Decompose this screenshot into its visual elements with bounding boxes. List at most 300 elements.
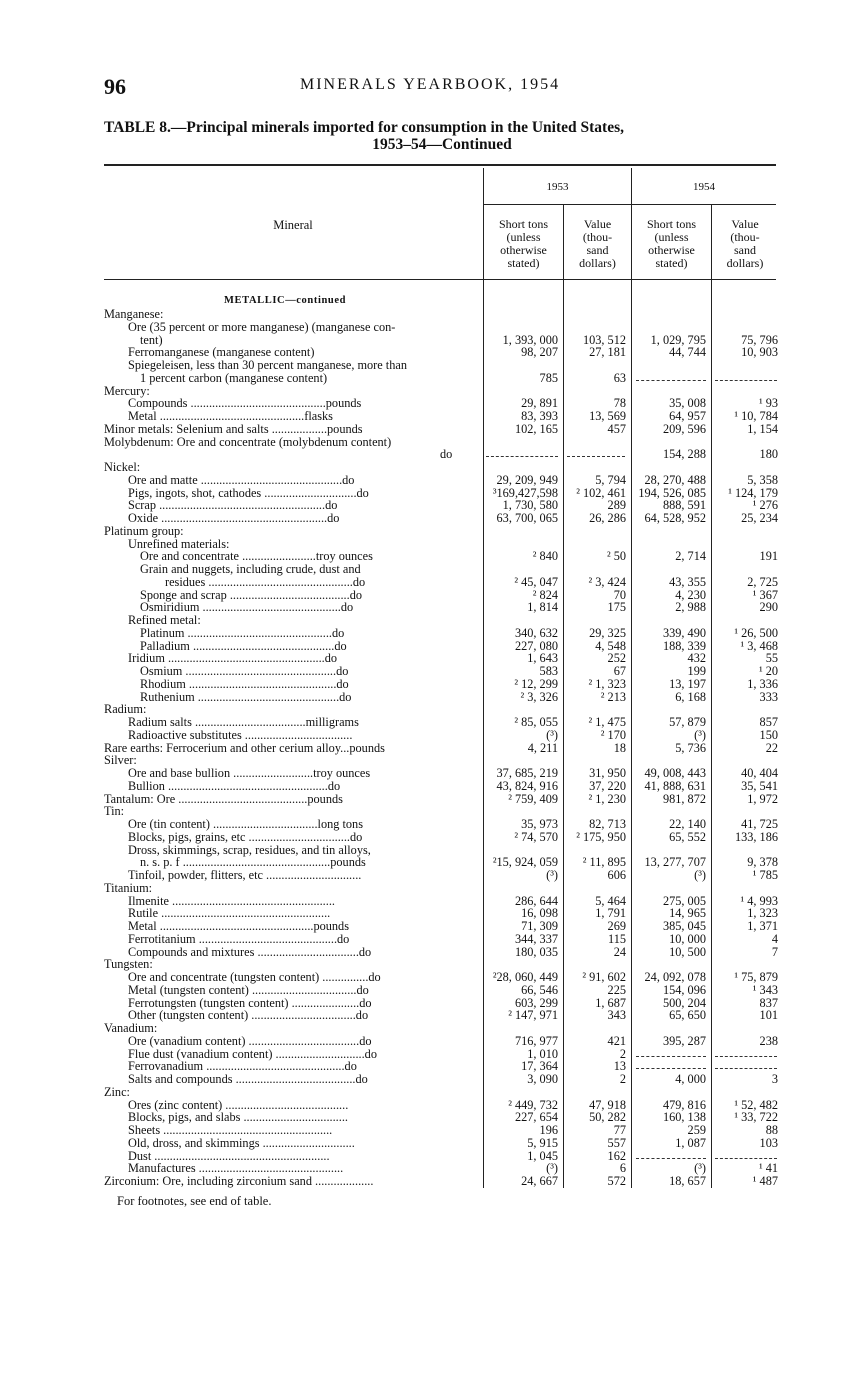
cell-value: 857 [759,715,778,729]
row-label: Ore and matte ..............................................do [128,473,355,487]
cell-value: ² 840 [532,549,558,564]
year-1953-header: 1953 [546,181,569,193]
table-row [0,1137,864,1150]
cell-value: 9, 378 [747,855,778,870]
cell-value: 10, 903 [741,345,778,360]
cell-value: 1, 814 [527,600,558,615]
cell-value: 199 [687,664,706,678]
empty-cell-dash [715,1068,777,1069]
cell-value: 115 [608,931,626,946]
table-row [0,372,864,385]
row-label: Radioactive substitutes ................................... [128,728,353,742]
row-label: Compounds ............................................pounds [128,397,362,411]
cell-value: 888, 591 [662,498,706,513]
row-label: Tantalum: Ore ..........................................pounds [104,792,343,806]
table-row [0,334,864,347]
cell-value: 340, 632 [514,625,558,640]
row-label: Other (tungsten content) ..................................do [128,1009,369,1023]
cell-value: 13, 277, 707 [644,855,706,870]
row-label: Mercury: [104,384,150,398]
cell-value: (³) [694,727,706,742]
running-title: MINERALS YEARBOOK, 1954 [300,76,561,93]
cell-value: 432 [687,651,706,666]
cell-value: ¹ 93 [758,396,778,411]
cell-value: 4, 000 [675,1072,706,1086]
cell-value: 180, 035 [514,944,558,959]
table-row [0,920,864,933]
cell-value: ¹ 75, 879 [734,970,778,984]
cell-value: (³) [546,727,558,742]
row-label: Old, dross, and skimmings .............................. [128,1136,355,1150]
cell-value: 606 [607,868,626,882]
cell-value: 188, 339 [662,638,706,653]
cell-value: 83, 393 [521,409,558,423]
table-row [0,869,864,882]
row-label: residues ...............................................do [165,575,366,589]
cell-value: 24 [613,944,626,959]
empty-cell-dash [567,456,625,457]
cell-value: 2 [619,1046,626,1061]
row-label: Manufactures ............................................... [128,1162,344,1176]
cell-value: 225 [607,982,626,997]
table-row [0,907,864,920]
cell-value: ² 213 [600,689,626,704]
cell-value: 344, 337 [514,931,558,946]
row-label: Iridium ...................................................do [128,652,338,666]
cell-value: 557 [607,1135,626,1150]
cell-value: (³) [694,868,706,882]
row-label: Rutile ....................................................... [128,907,331,921]
cell-value: 82, 713 [589,817,626,831]
row-label: Dross, skimmings, scrap, residues, and tin alloys, [128,843,371,857]
table-row [0,946,864,959]
cell-value: ¹ 52, 482 [734,1097,778,1112]
cell-value: ² 3, 424 [588,574,626,589]
table-row [0,767,864,780]
cell-value: 103, 512 [582,332,626,347]
cell-value: ¹ 785 [752,868,778,882]
cell-value: 67 [613,664,626,678]
table-row [0,729,864,742]
table-row [0,1073,864,1086]
cell-value: 103 [759,1135,778,1150]
row-label: Blocks, pigs, and slabs .................................. [128,1111,348,1125]
table-row [0,691,864,704]
row-label: Ore and base bullion ..........................troy ounces [128,767,371,780]
cell-value: ¹ 20 [758,664,778,678]
row-label: Zinc: [104,1085,130,1099]
header-line: otherwise [500,243,547,257]
cell-value: 1, 336 [747,676,778,691]
cell-value: ² 449, 732 [508,1097,558,1112]
cell-value: 70 [613,587,626,602]
cell-value: 6 [619,1161,626,1176]
cell-value: 716, 977 [514,1033,558,1048]
cell-value: ¹ 276 [752,498,778,513]
row-label: Tinfoil, powder, flitters, etc ............................... [128,869,362,882]
cell-value: 175 [607,600,626,615]
empty-cell-dash [715,380,777,381]
cell-value: ¹ 487 [752,1174,778,1188]
table-row [0,831,864,844]
cell-value: 194, 526, 085 [638,485,706,500]
cell-value: 837 [759,995,778,1010]
table-row [0,805,864,818]
cell-value: ¹ 4, 993 [740,893,778,908]
cell-value: 71, 309 [521,919,558,933]
cell-value: 421 [607,1033,626,1048]
header-line: Short tons [498,217,548,231]
cell-value: 22 [765,740,778,755]
cell-value: ² 102, 461 [576,485,626,500]
cell-value: ² 85, 055 [514,715,558,729]
table-row [0,882,864,895]
row-label: n. s. p. f ................................................pounds [140,856,366,870]
cell-value: 1, 643 [527,651,558,666]
table-row [0,933,864,946]
header-line: (thou- [582,230,613,244]
caption-line-1: TABLE 8.—Principal minerals imported for consumption in the United States, [104,119,624,136]
row-label: Ilmenite ..................................................... [128,894,335,908]
table-row [0,601,864,614]
table-row [0,844,864,857]
table-row [0,359,864,372]
cell-value: ²28, 060, 449 [492,970,558,984]
mineral-column-header: Mineral [273,218,313,232]
cell-value: 583 [539,664,558,678]
cell-value: ² 1, 323 [588,676,626,691]
row-label: Radium: [104,703,147,717]
table-row [0,1150,864,1163]
row-label: Tungsten: [104,958,153,972]
cell-value: 1, 154 [747,421,778,436]
table-row [0,1060,864,1073]
table-row [0,436,864,449]
cell-value: 29, 891 [521,396,558,411]
table-row [0,780,864,793]
header-line: sand [734,243,756,257]
footnote: For footnotes, see end of table. [117,1194,272,1208]
row-label: Osmium .................................................do [140,665,349,678]
cell-value: 479, 816 [662,1097,706,1112]
table-row [0,385,864,398]
table-row [0,703,864,716]
cell-value: 29, 209, 949 [496,472,558,487]
row-label: Palladium ..............................................do [140,639,347,653]
cell-value: 43, 355 [669,574,706,589]
cell-value: 18 [613,740,626,755]
cell-value: 50, 282 [589,1110,626,1125]
cell-value: 25, 234 [741,511,778,525]
cell-value: 102, 165 [514,421,558,436]
cell-value: 26, 286 [589,511,626,525]
empty-cell-dash [636,380,706,381]
cell-value: 31, 950 [589,766,626,780]
table-row [0,461,864,474]
table-row [0,487,864,500]
row-label: Ore and concentrate (tungsten content) ...............do [128,971,381,984]
row-label: Oxide ......................................................do [128,512,340,525]
cell-value: 154, 096 [662,982,706,997]
row-label: Metal (tungsten content) ..................................do [128,983,369,997]
cell-value: 1, 791 [595,906,626,921]
cell-value: 4 [771,931,778,946]
table-row [0,589,864,602]
cell-value: 150 [759,727,778,742]
cell-value: ¹ 10, 784 [734,409,778,423]
table-row [0,563,864,576]
row-label: Vanadium: [104,1022,158,1035]
empty-cell-dash [715,1158,777,1159]
cell-value: (³) [546,868,558,882]
cell-value: 1, 323 [747,906,778,921]
empty-cell-dash [486,456,558,457]
table-row [0,499,864,512]
cell-value: 44, 744 [669,345,706,360]
table-row [0,576,864,589]
row-label: Nickel: [104,461,141,474]
table-row [0,346,864,359]
row-label: Osmiridium .............................................do [140,601,354,615]
table-row [0,1035,864,1048]
table-row [0,984,864,997]
row-label: Ruthenium ..............................................do [140,690,352,704]
row-label: Minor metals: Selenium and salts ..................pounds [104,422,363,436]
cell-value: 333 [759,689,778,704]
table-row [0,1048,864,1061]
cell-value: 4, 230 [675,587,706,602]
cell-value: 5, 915 [527,1135,558,1150]
row-label: Pigs, ingots, shot, cathodes ..............................do [128,486,369,500]
table-row [0,448,864,461]
cell-value: 5, 794 [595,472,626,487]
cell-value: 133, 186 [734,829,778,844]
cell-value: ¹ 3, 468 [740,638,778,653]
table-row [0,856,864,869]
row-label: do [440,448,453,462]
cell-value: 154, 288 [662,447,706,462]
cell-value: 981, 872 [662,791,706,806]
cell-value: ² 50 [606,549,626,564]
row-label: Manganese: [104,308,164,321]
cell-value: 290 [759,600,778,615]
table-row [0,1124,864,1137]
header-line: sand [586,243,609,257]
table-row [0,652,864,665]
cell-value: 500, 204 [662,995,706,1010]
cell-value: 5, 736 [675,740,706,755]
cell-value: 64, 528, 952 [644,511,706,525]
cell-value: 41, 725 [741,817,778,831]
header-line: (thou- [730,230,760,244]
cell-value: 785 [539,370,558,385]
cell-value: 1, 730, 580 [502,498,558,513]
cell-value: 43, 824, 916 [496,778,558,793]
empty-cell-dash [636,1068,706,1069]
cell-value: 65, 650 [669,1008,706,1023]
row-label: Rhodium ................................................do [140,677,349,691]
cell-value: ² 45, 047 [514,574,558,589]
cell-value: ² 74, 570 [514,829,558,844]
cell-value: 1, 687 [595,995,626,1010]
cell-value: 27, 181 [589,345,626,360]
cell-value: 180 [759,447,778,462]
cell-value: 160, 138 [662,1110,706,1125]
row-label: 1 percent carbon (manganese content) [140,371,328,385]
cell-value: 2 [619,1072,626,1086]
table-row [0,474,864,487]
row-label: Metal ...............................................flasks [128,410,333,423]
row-label: Blocks, pigs, grains, etc .................................do [128,830,363,844]
cell-value: 275, 005 [662,893,706,908]
cell-value: 13, 197 [669,676,706,691]
cell-value: ² 3, 326 [520,689,558,704]
empty-cell-dash [636,1056,706,1057]
empty-cell-dash [715,1056,777,1057]
table-row [0,321,864,334]
cell-value: ²15, 924, 059 [492,855,558,870]
row-label: Dust ......................................................... [128,1149,330,1163]
table-row [0,1009,864,1022]
table-row [0,754,864,767]
cell-value: ² 91, 602 [582,970,626,984]
cell-value: 343 [607,1008,626,1023]
cell-value: ² 1, 475 [588,715,626,729]
table-row [0,716,864,729]
row-label: Rare earths: Ferrocerium and other cerium alloy...pounds [104,741,385,755]
cell-value: 269 [607,919,626,933]
cell-value: 238 [759,1033,778,1048]
cell-value: ² 170 [600,727,626,742]
table-row [0,665,864,678]
row-label: Scrap ......................................................do [128,499,338,513]
row-label: Radium salts ....................................milligrams [128,716,359,729]
table-row [0,895,864,908]
cell-value: 57, 879 [669,715,706,729]
cell-value: 2, 988 [675,600,706,615]
row-label: Ore (35 percent or more manganese) (manganese con- [128,320,396,334]
table-row [0,1086,864,1099]
cell-value: 17, 364 [521,1059,558,1074]
header-line: stated) [507,256,540,270]
cell-value: 227, 654 [514,1110,558,1125]
cell-value: 77 [613,1123,626,1137]
cell-value: 286, 644 [514,893,558,908]
cell-value: 252 [607,651,626,666]
row-label: Ore and concentrate ........................troy ounces [140,550,373,564]
cell-value: 63 [613,370,626,385]
row-label: Refined metal: [128,614,201,627]
cell-value: ² 147, 971 [508,1008,558,1023]
table-row [0,525,864,538]
table-row [0,640,864,653]
row-label: Ferrotitanium .............................................do [128,932,350,946]
cell-value: 196 [539,1123,558,1137]
cell-value: 4, 211 [527,740,558,755]
table-row [0,1175,864,1188]
cell-value: 63, 700, 065 [496,511,558,525]
cell-value: 1, 972 [747,791,778,806]
cell-value: ¹ 33, 722 [734,1110,778,1125]
cell-value: 1, 029, 795 [650,332,706,347]
header-line: dollars) [726,256,764,270]
cell-value: 289 [607,498,626,513]
header-line: (unless [654,230,689,244]
page-number: 96 [104,74,126,99]
cell-value: 37, 685, 219 [496,766,558,780]
cell-value: 7 [771,944,778,959]
row-label: Ores (zinc content) ........................................ [128,1098,349,1112]
header-line: Value [583,217,612,231]
cell-value: 457 [607,421,626,436]
header-line: Short tons [646,217,696,231]
table-row [0,678,864,691]
caption-line-2: 1953–54—Continued [372,136,512,153]
cell-value: 162 [607,1148,626,1163]
row-label: Ferromanganese (manganese content) [128,346,315,360]
cell-value: 13 [613,1059,626,1074]
row-label: Salts and compounds .......................................do [128,1073,368,1086]
cell-value: ² 175, 950 [576,829,626,844]
cell-value: 1, 087 [675,1135,706,1150]
cell-value: 98, 207 [521,345,558,360]
cell-value: 18, 657 [669,1174,706,1188]
header-line: dollars) [579,256,616,270]
cell-value: 55 [765,651,778,666]
table-row [0,512,864,525]
row-label: Flue dust (vanadium content) .............................do [128,1047,377,1061]
cell-value: 35, 008 [669,396,706,411]
header-line: otherwise [648,243,695,257]
cell-value: ² 759, 409 [508,791,558,806]
cell-value: ² 12, 299 [514,676,558,691]
cell-value: 3 [771,1072,778,1086]
cell-value: 2, 725 [747,574,778,589]
cell-value: 572 [607,1174,626,1188]
cell-value: 1, 010 [527,1046,558,1061]
cell-value: 101 [759,1008,778,1023]
table-row [0,1111,864,1124]
row-label: Sheets ....................................................... [128,1124,333,1137]
table-row [0,997,864,1010]
cell-value: 395, 287 [662,1033,706,1048]
table-row [0,627,864,640]
table-row [0,308,864,321]
cell-value: ¹ 41 [758,1161,778,1176]
cell-value: 227, 080 [514,638,558,653]
cell-value: 24, 092, 078 [644,970,706,984]
row-label: Sponge and scrap .......................................do [140,588,363,602]
cell-value: 75, 796 [741,332,778,347]
table-row [0,971,864,984]
cell-value: ³169,427,598 [492,485,558,500]
row-label: Ore (vanadium content) ....................................do [128,1034,372,1048]
row-label: tent) [140,333,163,347]
row-label: Platinum ...............................................do [140,626,345,640]
section-heading-label: METALLIC—continued [224,295,347,306]
cell-value: 22, 140 [669,817,706,831]
cell-value: 191 [759,549,778,564]
row-label: Zirconium: Ore, including zirconium sand ................... [104,1175,374,1188]
empty-cell-dash [636,1158,706,1159]
cell-value: 40, 404 [741,766,778,780]
cell-value: 65, 552 [669,829,706,844]
table-row [0,538,864,551]
cell-value: ¹ 26, 500 [734,625,778,640]
cell-value: 3, 090 [527,1072,558,1086]
row-label: Metal ..................................................pounds [128,920,349,933]
row-label: Molybdenum: Ore and concentrate (molybdenum content) [104,435,392,449]
